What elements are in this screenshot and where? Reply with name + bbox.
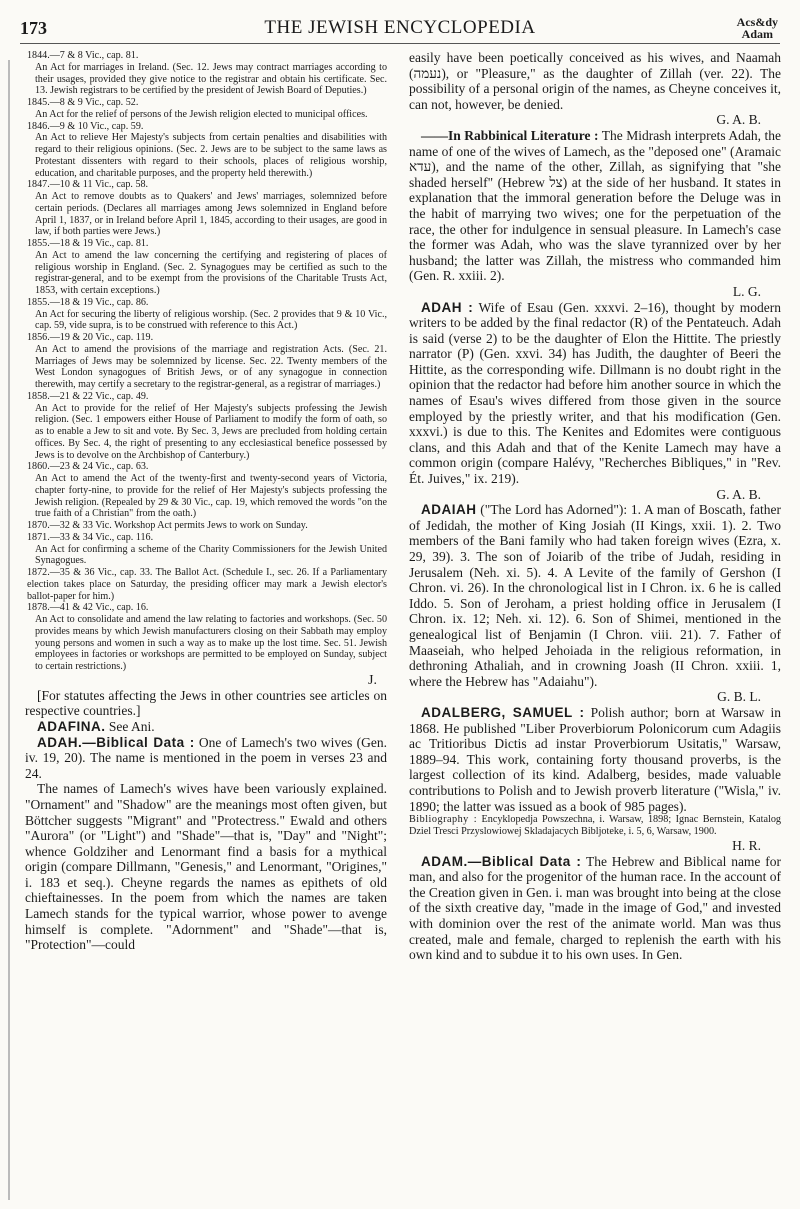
- right-column: [409, 50, 781, 963]
- statute-year: 1844.—7 & 8 Vic., cap. 81.: [27, 50, 139, 61]
- page-number: 173: [20, 18, 47, 38]
- statute-list: [25, 50, 387, 673]
- statute-year: 1847.—10 & 11 Vic., cap. 58.: [27, 179, 149, 191]
- headword: ADAH :: [421, 299, 474, 315]
- headword: ADAIAH: [421, 502, 477, 518]
- signature: G. A. B.: [716, 112, 761, 128]
- headword: ADAH.—Biblical Data :: [37, 734, 195, 750]
- statute-description: An Act to consolidate and amend the law relating to factories and workshops. (Sec. 50 provides means by which Jewish manufacturers closing on their Sabbath may employ young persons and women in such a way as to make up the lost time. Sec. 51. Jewish employees in factories or workshops are permitted to be employed on Sunday, subject to certain restrictions.): [35, 614, 387, 672]
- statute-description: An Act for the relief of persons of the Jewish religion elected to municipal offices.: [35, 108, 368, 120]
- entry-text: The Hebrew and Biblical name for man, and also for the progenitor of the human race. In the account of the Creation given in Gen. i. man was brought into being at the close of the sixth creative day, "made in the image of God," and invested with dominion over the rest of the animate world. Man was thus created, male and female, charged to replenish the earth with his own kind and to subdue it to his own uses. In Gen.: [409, 853, 781, 963]
- signature: H. R.: [732, 838, 761, 854]
- entry-text: See Ani.: [108, 718, 155, 734]
- statute-year: 1870.—32 & 33 Vic. Workshop Act permits Jews to work on Sunday.: [27, 520, 308, 531]
- statute-year: 1855.—18 & 19 Vic., cap. 81.: [27, 238, 149, 249]
- statute-year: 1855.—18 & 19 Vic., cap. 86.: [27, 296, 149, 308]
- statute-year: 1856.—19 & 20 Vic., cap. 119.: [27, 332, 154, 343]
- statute-description: An Act for confirming a scheme of the Charity Commissioners for the Jewish United Synagogues.: [35, 543, 387, 567]
- statute-description: An Act for securing the liberty of religious worship. (Sec. 2 provides that 9 & 10 Vic., cap. 59, vide supra, is to be construed with reference to this Act.): [35, 308, 387, 332]
- entry-text: The Midrash interprets Adah, the name of one of the wives of Lamech, as the "deposed one" (Aramaic עדא), and the name of the other, Zillah, as signifying that "she shaded herself" (Hebrew צל) at the side of her husband. It states in explanation that the immoral generation before the Deluge was in the habit of marrying two wives; one for the perpetuation of the race, the other for indulgence in sensual pleasure. In Lamech's case the former was Adah, who was the slave tyrannized over by her husband; the latter was Zillah, the mistress who commanded him (Gen. R. xxiii. 2).: [409, 127, 782, 284]
- left-column: [25, 50, 387, 953]
- bibliography-text: Encyklopedja Powszechna, i. Warsaw, 1898; Ignac Bernstein, Katalog Dziel Tresci Przyslowiowej Skladajacych Bibljoteke, i. 5, 6, Warsaw, 1900.: [409, 814, 782, 838]
- statute-year: 1846.—9 & 10 Vic., cap. 59.: [27, 120, 144, 132]
- statute-year: 1872.—35 & 36 Vic., cap. 33. The Ballot Act. (Schedule I., sec. 26. If a Parliamentary election takes place on Saturday, the presiding officer may mark a Jewish elector's ballot-paper for him.): [27, 567, 387, 602]
- statute-description: An Act to provide for the relief of Her Majesty's subjects professing the Jewish religion. (Sec. 1 empowers either House of Parliament to modify the form of oath, so as to enable a Jew to sit and vote. By Sec. 3, Jews are precluded from holding certain offices. By Sec. 4, the right of presenting to any ecclesiastical benefice possessed by Jews is to devolve on the Archbishop of Canterbury.): [35, 402, 387, 461]
- catchwords: [737, 16, 778, 40]
- entry-text: Polish author; born at Warsaw in 1868. He published "Liber Proverbiorum Polonicorum cum Adagiis ac Tritioribus Dictis ad instar Proverbiorum Usitatis," Warsaw, 1889–94. This work, containing forty thousand proverbs, is the largest collection of its kind. Adalberg, besides, made valuable contributions to Polish and to Jewish proverb literature ("Wisla," iv. 1890; the latter was issued as a book of 985 pages).: [409, 704, 781, 814]
- running-title: THE JEWISH ENCYCLOPEDIA: [264, 17, 536, 38]
- statute-year: 1860.—23 & 24 Vic., cap. 63.: [27, 461, 149, 473]
- statute-year: 1871.—33 & 34 Vic., cap. 116.: [27, 531, 154, 543]
- header-rule: [20, 43, 780, 44]
- catchword-top: Acs&dy: [736, 15, 778, 29]
- entry-text: ("The Lord has Adorned"): 1. A man of Boscath, father of Jedidah, the mother of King Josiah (II Kings, xxii. 1). 2. Two members of the Bani family who had taken foreign wives (Ezra, x. 29, 39). 3. The son of Joiarib of the tribe of Judah, residing in Jerusalem (Neh. xi. 5). 4. A Levite of the family of Gershon (I Chron. vi. 26). In the chronological list in I Chron. ix. 6 he is called Iddo. 5. Son of Jeroham, a priest holding office in Jerusalem (I Chron. ix. 12; Neh. xi. 12). 6. Son of Shimei, mentioned in the genealogical list of Benjamin (I Chron. viii. 21). 7. Father of Maaseiah, who helped Jehoiada in the religious reformation, in dethroning Athaliah, and in crowning Joash (II Chron. xxiii. 1, where the Hebrew has "Adaiahu").: [409, 502, 781, 689]
- signature: L. G.: [732, 283, 761, 299]
- statute-year: 1858.—21 & 22 Vic., cap. 49.: [27, 390, 149, 402]
- adah-continuation: easily have been poetically conceived as his wives, and Naamah (נעמה), or "Pleasure," as the daughter of Zillah (ver. 22). The possibility of a personal origin of the names, as Cheyne conceives it, can not, however, be denied.: [409, 50, 781, 112]
- rabbinical-entry: [409, 128, 781, 284]
- adah-entry: [25, 735, 387, 782]
- headword: ADALBERG, SAMUEL :: [421, 704, 585, 720]
- adah-esau-entry: [409, 300, 781, 487]
- left-body: [25, 688, 387, 953]
- signature: G. A. B.: [716, 486, 761, 502]
- adalberg-entry: [409, 705, 781, 814]
- entry-text: Wife of Esau (Gen. xxxvi. 2–16), thought by modern writers to be added by the final redactor (R) of the Pentateuch. Adah is said (verse 2) to be the daughter of Elon the Hittite. The priestly narrator (P) (Gen. xxvi. 34) has Judith, the daughter of Beeri the Hittite, as the corresponding wife. Dillmann is no doubt right in the opinion that the redactor had before him another source in which the names of Esau's wives differed from those given in the source employed by the priestly writer, and that his modification (Gen. xxxvi.) is due to this. The Kenites and Edomites were contiguous clans, and this Adah and that of the Kenite Lamech may have a common origin (compare Halévy, "Recherches Bibliques," in "Rev. Ét. Juives," ix. 219).: [409, 299, 781, 487]
- statute-description: An Act to relieve Her Majesty's subjects from certain penalties and disabilities with regard to their religious opinions. (Sec. 2. Jews are to be subject to the same laws as Protestant dissenters with regard to their schools, places of religious worship, education, and charitable purposes, and the property held therewith.): [35, 132, 387, 179]
- binding-shadow: [8, 60, 10, 1200]
- signature-j: J.: [368, 672, 377, 688]
- statute-description: An Act to remove doubts as to Quakers' and Jews' marriages, solemnized before certain periods. (Declares all marriages among Jews solemnized in England before April 1, 1837, or in Ireland before April 1, 1845, according to their usages, are good in law, if both parties were Jews.): [35, 191, 387, 238]
- adam-entry: [409, 854, 781, 963]
- headword: ADAFINA.: [37, 718, 106, 734]
- signature: G. B. L.: [717, 689, 761, 705]
- statute-description: An Act for marriages in Ireland. (Sec. 12. Jews may contract marriages according to their usages, provided they give notice to the registrar and obtain his certificate. Sec. 13. Jewish registrars to be certified by the president of Jewish Board of Deputies.): [35, 61, 387, 97]
- statute-year: 1878.—41 & 42 Vic., cap. 16.: [27, 602, 149, 614]
- statute-description: An Act to amend the provisions of the marriage and registration Acts. (Sec. 21. Marriages of Jews may be solemnized by license. Sec. 22. Twenty members of the West London synagogues of British Jews, or of any synagogue in connection therewith, may certify a secretary to the registrar-general, as a registrar of marriages.): [35, 343, 387, 390]
- entry-text: One of Lamech's two wives (Gen. iv. 19, 20). The name is mentioned in the poem in verses 23 and 24.: [25, 734, 387, 781]
- statute-description: An Act to amend the law concerning the certifying and registering of places of religious worship in England. (Sec. 2. Synagogues may be certified as such to the registrar-general, and to be exempt from the provisions of the Charitable Trusts Act, 1853, with certain exceptions.): [35, 249, 387, 296]
- adafina-entry: [25, 719, 387, 735]
- statutes-note: [For statutes affecting the Jews in other countries see articles on respective countries.]: [25, 687, 387, 719]
- bibliography-label: Bibliography :: [409, 814, 478, 826]
- subheading: ——In Rabbinical Literature :: [421, 127, 599, 143]
- statute-description: An Act to amend the Act of the twenty-first and twenty-second years of Victoria, chapter forty-nine, to provide for the relief of Her Majesty's subjects professing the Jewish religion. (Repealed by 29 & 30 Vic., cap. 19, which removed the words "on the true faith of a Christian" from the oath.): [35, 473, 387, 520]
- adah-entry-continued: The names of Lamech's wives have been variously explained. "Ornament" and "Shadow" are the meanings most often given, but Böttcher suggests "Migrant" and "Protectress." Ewald and others "Aurora" (or "Light") and "Shade"—that is, "Day" and "Night"; whence Goldziher and Lenormant find a basis for a mythical origin (compare Dillmann, "Genesis," and Lenormant, "Origines," i. 183 et seq.). Cheyne regards the names as epithets of old chieftainesses. In the poem from which the names are taken Lamech stands for the typical warrior, whose power to avenge himself is complete. "Adornment" and "Shade"—that is, "Protection"—could: [25, 781, 387, 953]
- catchword-bottom: Adam: [741, 27, 773, 41]
- statute-year: 1845.—8 & 9 Vic., cap. 52.: [27, 97, 139, 108]
- page-header: [0, 0, 800, 40]
- adaiah-entry: [409, 502, 781, 689]
- headword: ADAM.—Biblical Data :: [421, 853, 582, 869]
- bibliography: [409, 814, 781, 838]
